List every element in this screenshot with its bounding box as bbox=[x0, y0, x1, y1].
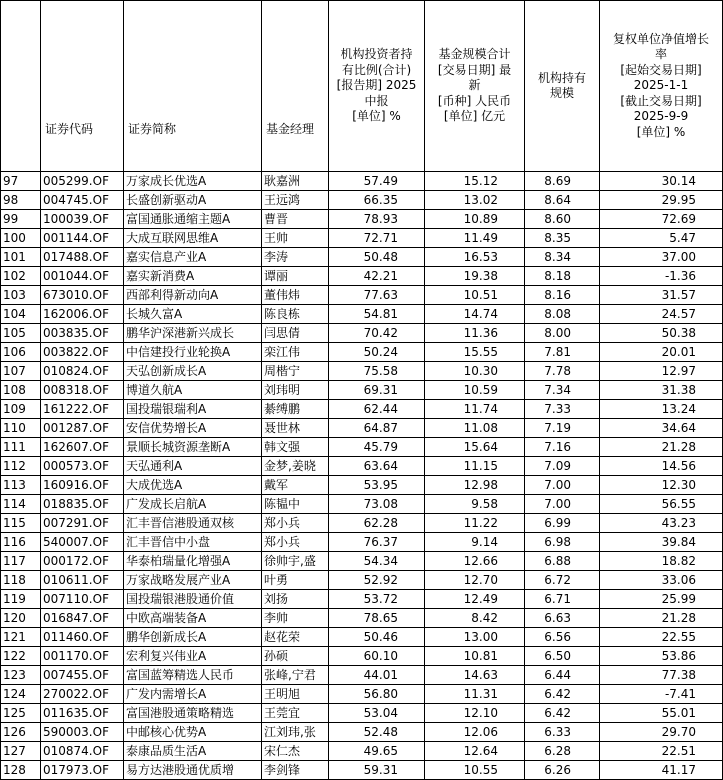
row-index: 105 bbox=[1, 324, 41, 343]
fund-size-value: 13.00 bbox=[425, 628, 525, 647]
fund-name: 博道久航A bbox=[124, 381, 262, 400]
header-code: 证券代码 bbox=[41, 1, 124, 172]
fund-code: 011635.OF bbox=[41, 704, 124, 723]
row-index: 102 bbox=[1, 267, 41, 286]
table-row bbox=[1, 590, 723, 609]
nav-growth-value: 14.56 bbox=[600, 457, 723, 476]
fund-code: 010824.OF bbox=[41, 362, 124, 381]
fund-code: 016847.OF bbox=[41, 609, 124, 628]
fund-code: 160916.OF bbox=[41, 476, 124, 495]
inst-hold-value: 6.72 bbox=[525, 571, 600, 590]
inst-hold-value: 6.71 bbox=[525, 590, 600, 609]
inst-ratio-value: 50.46 bbox=[329, 628, 425, 647]
table-row bbox=[1, 476, 723, 495]
inst-hold-value: 8.69 bbox=[525, 172, 600, 191]
inst-hold-value: 6.98 bbox=[525, 533, 600, 552]
table-row bbox=[1, 514, 723, 533]
inst-ratio-value: 53.72 bbox=[329, 590, 425, 609]
inst-ratio-value: 73.08 bbox=[329, 495, 425, 514]
fund-size-value: 12.98 bbox=[425, 476, 525, 495]
fund-manager: 王远鸿 bbox=[262, 191, 329, 210]
fund-manager: 周楷宁 bbox=[262, 362, 329, 381]
fund-code: 001287.OF bbox=[41, 419, 124, 438]
table-row bbox=[1, 191, 723, 210]
table-row bbox=[1, 229, 723, 248]
inst-hold-value: 7.81 bbox=[525, 343, 600, 362]
fund-name: 富国港股通策略精选 bbox=[124, 704, 262, 723]
fund-code: 007291.OF bbox=[41, 514, 124, 533]
inst-hold-value: 6.88 bbox=[525, 552, 600, 571]
inst-hold-value: 8.34 bbox=[525, 248, 600, 267]
fund-size-value: 16.53 bbox=[425, 248, 525, 267]
row-index: 100 bbox=[1, 229, 41, 248]
nav-growth-value: 31.38 bbox=[600, 381, 723, 400]
inst-hold-value: 6.56 bbox=[525, 628, 600, 647]
fund-manager: 耿嘉洲 bbox=[262, 172, 329, 191]
table-row bbox=[1, 210, 723, 229]
fund-code: 000573.OF bbox=[41, 457, 124, 476]
fund-code: 018835.OF bbox=[41, 495, 124, 514]
table-row bbox=[1, 324, 723, 343]
row-index: 98 bbox=[1, 191, 41, 210]
inst-ratio-value: 56.80 bbox=[329, 685, 425, 704]
inst-ratio-value: 72.71 bbox=[329, 229, 425, 248]
fund-size-value: 12.70 bbox=[425, 571, 525, 590]
fund-code: 004745.OF bbox=[41, 191, 124, 210]
nav-growth-value: 13.24 bbox=[600, 400, 723, 419]
table-row bbox=[1, 723, 723, 742]
fund-code: 008318.OF bbox=[41, 381, 124, 400]
fund-code: 100039.OF bbox=[41, 210, 124, 229]
header-manager: 基金经理 bbox=[262, 1, 329, 172]
fund-size-value: 14.74 bbox=[425, 305, 525, 324]
fund-manager: 孙硕 bbox=[262, 647, 329, 666]
inst-ratio-value: 54.34 bbox=[329, 552, 425, 571]
inst-ratio-value: 53.04 bbox=[329, 704, 425, 723]
fund-code: 162607.OF bbox=[41, 438, 124, 457]
table-row bbox=[1, 172, 723, 191]
fund-size-value: 15.12 bbox=[425, 172, 525, 191]
fund-manager: 聂世林 bbox=[262, 419, 329, 438]
fund-size-value: 10.51 bbox=[425, 286, 525, 305]
inst-hold-value: 8.00 bbox=[525, 324, 600, 343]
fund-name: 富国通胀通缩主题A bbox=[124, 210, 262, 229]
inst-ratio-value: 52.48 bbox=[329, 723, 425, 742]
header-inst-hold: 机构持有 规模 bbox=[525, 1, 600, 172]
fund-size-value: 11.22 bbox=[425, 514, 525, 533]
fund-manager: 赵花荣 bbox=[262, 628, 329, 647]
fund-manager: 王明旭 bbox=[262, 685, 329, 704]
inst-hold-value: 8.08 bbox=[525, 305, 600, 324]
nav-growth-value: 25.99 bbox=[600, 590, 723, 609]
fund-code: 010874.OF bbox=[41, 742, 124, 761]
inst-ratio-value: 60.10 bbox=[329, 647, 425, 666]
inst-ratio-value: 54.81 bbox=[329, 305, 425, 324]
inst-hold-value: 8.35 bbox=[525, 229, 600, 248]
table-row bbox=[1, 248, 723, 267]
fund-size-value: 10.81 bbox=[425, 647, 525, 666]
fund-code: 001170.OF bbox=[41, 647, 124, 666]
fund-code: 010611.OF bbox=[41, 571, 124, 590]
fund-size-value: 12.49 bbox=[425, 590, 525, 609]
fund-size-value: 15.64 bbox=[425, 438, 525, 457]
row-index: 101 bbox=[1, 248, 41, 267]
table-row bbox=[1, 609, 723, 628]
fund-size-value: 11.08 bbox=[425, 419, 525, 438]
inst-hold-value: 8.60 bbox=[525, 210, 600, 229]
inst-ratio-value: 76.37 bbox=[329, 533, 425, 552]
fund-code: 673010.OF bbox=[41, 286, 124, 305]
inst-hold-value: 7.78 bbox=[525, 362, 600, 381]
fund-name: 中邮核心优势A bbox=[124, 723, 262, 742]
nav-growth-value: 12.30 bbox=[600, 476, 723, 495]
nav-growth-value: 21.28 bbox=[600, 438, 723, 457]
inst-hold-value: 7.00 bbox=[525, 476, 600, 495]
fund-manager: 郑小兵 bbox=[262, 533, 329, 552]
fund-manager: 刘扬 bbox=[262, 590, 329, 609]
fund-name: 长盛创新驱动A bbox=[124, 191, 262, 210]
fund-manager: 李涛 bbox=[262, 248, 329, 267]
row-index: 97 bbox=[1, 172, 41, 191]
row-index: 115 bbox=[1, 514, 41, 533]
nav-growth-value: 18.82 bbox=[600, 552, 723, 571]
row-index: 114 bbox=[1, 495, 41, 514]
fund-name: 广发成长启航A bbox=[124, 495, 262, 514]
inst-ratio-value: 78.65 bbox=[329, 609, 425, 628]
inst-hold-value: 7.34 bbox=[525, 381, 600, 400]
fund-name: 嘉实新消费A bbox=[124, 267, 262, 286]
fund-code: 007110.OF bbox=[41, 590, 124, 609]
fund-size-value: 11.15 bbox=[425, 457, 525, 476]
header-inst-ratio: 机构投资者持 有比例(合计) [报告期] 2025 中报 [单位] % bbox=[329, 1, 425, 172]
header-fund-size: 基金规模合计 [交易日期] 最 新 [币种] 人民币 [单位] 亿元 bbox=[425, 1, 525, 172]
fund-name: 景顺长城资源垄断A bbox=[124, 438, 262, 457]
inst-ratio-value: 57.49 bbox=[329, 172, 425, 191]
fund-name: 国投瑞银港股通价值 bbox=[124, 590, 262, 609]
fund-size-value: 11.74 bbox=[425, 400, 525, 419]
table-row bbox=[1, 647, 723, 666]
nav-growth-value: 55.01 bbox=[600, 704, 723, 723]
table-row bbox=[1, 628, 723, 647]
row-index: 112 bbox=[1, 457, 41, 476]
nav-growth-value: 72.69 bbox=[600, 210, 723, 229]
inst-hold-value: 7.33 bbox=[525, 400, 600, 419]
table-row bbox=[1, 362, 723, 381]
header-nav-growth: 复权单位净值增长 率 [起始交易日期] 2025-1-1 [截止交易日期] 2025-9-9 [单位] % bbox=[600, 1, 723, 172]
inst-ratio-value: 70.42 bbox=[329, 324, 425, 343]
inst-hold-value: 7.16 bbox=[525, 438, 600, 457]
nav-growth-value: 33.06 bbox=[600, 571, 723, 590]
inst-ratio-value: 50.24 bbox=[329, 343, 425, 362]
inst-hold-value: 6.44 bbox=[525, 666, 600, 685]
fund-size-value: 10.55 bbox=[425, 761, 525, 780]
inst-hold-value: 8.16 bbox=[525, 286, 600, 305]
nav-growth-value: 21.28 bbox=[600, 609, 723, 628]
fund-name: 大成互联网思维A bbox=[124, 229, 262, 248]
fund-size-value: 19.38 bbox=[425, 267, 525, 286]
fund-size-value: 14.63 bbox=[425, 666, 525, 685]
header-row bbox=[1, 1, 723, 172]
row-index: 124 bbox=[1, 685, 41, 704]
nav-growth-value: 41.17 bbox=[600, 761, 723, 780]
nav-growth-value: 43.23 bbox=[600, 514, 723, 533]
fund-name: 汇丰晋信中小盘 bbox=[124, 533, 262, 552]
row-index: 120 bbox=[1, 609, 41, 628]
inst-hold-value: 7.09 bbox=[525, 457, 600, 476]
row-index: 99 bbox=[1, 210, 41, 229]
nav-growth-value: 56.55 bbox=[600, 495, 723, 514]
fund-code: 017488.OF bbox=[41, 248, 124, 267]
fund-name: 中信建投行业轮换A bbox=[124, 343, 262, 362]
fund-size-value: 11.49 bbox=[425, 229, 525, 248]
table-row bbox=[1, 685, 723, 704]
inst-ratio-value: 42.21 bbox=[329, 267, 425, 286]
fund-code: 011460.OF bbox=[41, 628, 124, 647]
table-row bbox=[1, 742, 723, 761]
fund-manager: 戴军 bbox=[262, 476, 329, 495]
fund-name: 嘉实信息产业A bbox=[124, 248, 262, 267]
fund-name: 汇丰晋信港股通双核 bbox=[124, 514, 262, 533]
fund-manager: 宋仁杰 bbox=[262, 742, 329, 761]
fund-code: 001044.OF bbox=[41, 267, 124, 286]
fund-size-value: 15.55 bbox=[425, 343, 525, 362]
table-row bbox=[1, 552, 723, 571]
nav-growth-value: 39.84 bbox=[600, 533, 723, 552]
fund-name: 华泰柏瑞量化增强A bbox=[124, 552, 262, 571]
table-row bbox=[1, 305, 723, 324]
fund-size-value: 11.36 bbox=[425, 324, 525, 343]
fund-name: 广发内需增长A bbox=[124, 685, 262, 704]
inst-hold-value: 7.00 bbox=[525, 495, 600, 514]
fund-manager: 谭丽 bbox=[262, 267, 329, 286]
row-index: 127 bbox=[1, 742, 41, 761]
fund-code: 001144.OF bbox=[41, 229, 124, 248]
fund-name: 国投瑞银瑞利A bbox=[124, 400, 262, 419]
fund-manager: 曹晋 bbox=[262, 210, 329, 229]
nav-growth-value: 53.86 bbox=[600, 647, 723, 666]
fund-code: 161222.OF bbox=[41, 400, 124, 419]
row-index: 119 bbox=[1, 590, 41, 609]
inst-ratio-value: 53.95 bbox=[329, 476, 425, 495]
inst-ratio-value: 77.63 bbox=[329, 286, 425, 305]
fund-name: 富国蓝筹精选人民币 bbox=[124, 666, 262, 685]
row-index: 126 bbox=[1, 723, 41, 742]
fund-manager: 栾江伟 bbox=[262, 343, 329, 362]
nav-growth-value: -1.36 bbox=[600, 267, 723, 286]
fund-name: 安信优势增长A bbox=[124, 419, 262, 438]
fund-size-value: 12.66 bbox=[425, 552, 525, 571]
fund-name: 天弘创新成长A bbox=[124, 362, 262, 381]
row-index: 116 bbox=[1, 533, 41, 552]
fund-code: 003835.OF bbox=[41, 324, 124, 343]
fund-manager: 金梦,姜晓 bbox=[262, 457, 329, 476]
fund-manager: 江刘玮,张 bbox=[262, 723, 329, 742]
fund-name: 中欧高端装备A bbox=[124, 609, 262, 628]
fund-name: 鹏华沪深港新兴成长 bbox=[124, 324, 262, 343]
nav-growth-value: 34.64 bbox=[600, 419, 723, 438]
fund-name: 天弘通利A bbox=[124, 457, 262, 476]
fund-size-value: 12.06 bbox=[425, 723, 525, 742]
row-index: 106 bbox=[1, 343, 41, 362]
inst-hold-value: 8.64 bbox=[525, 191, 600, 210]
table-row bbox=[1, 457, 723, 476]
fund-manager: 郑小兵 bbox=[262, 514, 329, 533]
table-row bbox=[1, 761, 723, 780]
inst-hold-value: 6.26 bbox=[525, 761, 600, 780]
fund-size-value: 8.42 bbox=[425, 609, 525, 628]
inst-ratio-value: 52.92 bbox=[329, 571, 425, 590]
fund-name: 万家成长优选A bbox=[124, 172, 262, 191]
row-index: 125 bbox=[1, 704, 41, 723]
row-index: 128 bbox=[1, 761, 41, 780]
nav-growth-value: -7.41 bbox=[600, 685, 723, 704]
inst-ratio-value: 62.28 bbox=[329, 514, 425, 533]
row-index: 123 bbox=[1, 666, 41, 685]
inst-ratio-value: 75.58 bbox=[329, 362, 425, 381]
row-index: 111 bbox=[1, 438, 41, 457]
fund-name: 长城久富A bbox=[124, 305, 262, 324]
inst-ratio-value: 44.01 bbox=[329, 666, 425, 685]
fund-size-value: 12.10 bbox=[425, 704, 525, 723]
fund-manager: 叶勇 bbox=[262, 571, 329, 590]
fund-size-value: 9.14 bbox=[425, 533, 525, 552]
row-index: 108 bbox=[1, 381, 41, 400]
fund-manager: 李剑锋 bbox=[262, 761, 329, 780]
inst-ratio-value: 78.93 bbox=[329, 210, 425, 229]
fund-manager: 李帅 bbox=[262, 609, 329, 628]
fund-size-value: 11.31 bbox=[425, 685, 525, 704]
nav-growth-value: 30.14 bbox=[600, 172, 723, 191]
table-row bbox=[1, 381, 723, 400]
inst-ratio-value: 59.31 bbox=[329, 761, 425, 780]
inst-hold-value: 6.33 bbox=[525, 723, 600, 742]
fund-name: 泰康品质生活A bbox=[124, 742, 262, 761]
inst-hold-value: 7.19 bbox=[525, 419, 600, 438]
nav-growth-value: 22.51 bbox=[600, 742, 723, 761]
inst-hold-value: 8.18 bbox=[525, 267, 600, 286]
inst-hold-value: 6.99 bbox=[525, 514, 600, 533]
fund-manager: 王莞宜 bbox=[262, 704, 329, 723]
fund-name: 鹏华创新成长A bbox=[124, 628, 262, 647]
fund-manager: 闫思倩 bbox=[262, 324, 329, 343]
nav-growth-value: 5.47 bbox=[600, 229, 723, 248]
row-index: 118 bbox=[1, 571, 41, 590]
fund-code: 000172.OF bbox=[41, 552, 124, 571]
table-row bbox=[1, 400, 723, 419]
inst-ratio-value: 62.44 bbox=[329, 400, 425, 419]
row-index: 117 bbox=[1, 552, 41, 571]
inst-hold-value: 6.42 bbox=[525, 704, 600, 723]
nav-growth-value: 50.38 bbox=[600, 324, 723, 343]
fund-code: 162006.OF bbox=[41, 305, 124, 324]
fund-name: 万家战略发展产业A bbox=[124, 571, 262, 590]
fund-name: 大成优选A bbox=[124, 476, 262, 495]
fund-code: 017973.OF bbox=[41, 761, 124, 780]
table-row bbox=[1, 343, 723, 362]
table-row bbox=[1, 704, 723, 723]
fund-manager: 陈韫中 bbox=[262, 495, 329, 514]
fund-name: 宏利复兴伟业A bbox=[124, 647, 262, 666]
nav-growth-value: 31.57 bbox=[600, 286, 723, 305]
fund-manager: 綦缚鹏 bbox=[262, 400, 329, 419]
row-index: 121 bbox=[1, 628, 41, 647]
fund-size-value: 10.89 bbox=[425, 210, 525, 229]
row-index: 107 bbox=[1, 362, 41, 381]
nav-growth-value: 29.95 bbox=[600, 191, 723, 210]
row-index: 110 bbox=[1, 419, 41, 438]
fund-code: 270022.OF bbox=[41, 685, 124, 704]
fund-manager: 刘玮明 bbox=[262, 381, 329, 400]
table-row bbox=[1, 438, 723, 457]
table-row bbox=[1, 267, 723, 286]
inst-ratio-value: 69.31 bbox=[329, 381, 425, 400]
table-row bbox=[1, 533, 723, 552]
nav-growth-value: 12.97 bbox=[600, 362, 723, 381]
table-row bbox=[1, 571, 723, 590]
nav-growth-value: 77.38 bbox=[600, 666, 723, 685]
inst-ratio-value: 66.35 bbox=[329, 191, 425, 210]
table-row bbox=[1, 286, 723, 305]
table-row bbox=[1, 495, 723, 514]
fund-size-value: 9.58 bbox=[425, 495, 525, 514]
nav-growth-value: 37.00 bbox=[600, 248, 723, 267]
fund-code: 003822.OF bbox=[41, 343, 124, 362]
fund-manager: 韩文强 bbox=[262, 438, 329, 457]
inst-hold-value: 6.28 bbox=[525, 742, 600, 761]
row-index: 109 bbox=[1, 400, 41, 419]
fund-manager: 张峰,宁君 bbox=[262, 666, 329, 685]
table-row bbox=[1, 666, 723, 685]
nav-growth-value: 22.55 bbox=[600, 628, 723, 647]
fund-size-value: 13.02 bbox=[425, 191, 525, 210]
inst-hold-value: 6.63 bbox=[525, 609, 600, 628]
table-body bbox=[1, 172, 723, 780]
row-index: 104 bbox=[1, 305, 41, 324]
fund-manager: 徐帅宇,盛 bbox=[262, 552, 329, 571]
nav-growth-value: 29.70 bbox=[600, 723, 723, 742]
fund-size-value: 10.30 bbox=[425, 362, 525, 381]
fund-name: 易方达港股通优质增 bbox=[124, 761, 262, 780]
nav-growth-value: 20.01 bbox=[600, 343, 723, 362]
inst-ratio-value: 64.87 bbox=[329, 419, 425, 438]
table-row bbox=[1, 419, 723, 438]
fund-code: 007455.OF bbox=[41, 666, 124, 685]
header-index bbox=[1, 1, 41, 172]
fund-code: 590003.OF bbox=[41, 723, 124, 742]
inst-ratio-value: 63.64 bbox=[329, 457, 425, 476]
inst-ratio-value: 45.79 bbox=[329, 438, 425, 457]
row-index: 122 bbox=[1, 647, 41, 666]
row-index: 113 bbox=[1, 476, 41, 495]
row-index: 103 bbox=[1, 286, 41, 305]
fund-size-value: 10.59 bbox=[425, 381, 525, 400]
fund-manager: 陈良栋 bbox=[262, 305, 329, 324]
fund-name: 西部利得新动向A bbox=[124, 286, 262, 305]
header-name: 证券简称 bbox=[124, 1, 262, 172]
fund-manager: 董伟炜 bbox=[262, 286, 329, 305]
inst-hold-value: 6.42 bbox=[525, 685, 600, 704]
nav-growth-value: 24.57 bbox=[600, 305, 723, 324]
fund-code: 540007.OF bbox=[41, 533, 124, 552]
inst-ratio-value: 50.48 bbox=[329, 248, 425, 267]
fund-code: 005299.OF bbox=[41, 172, 124, 191]
fund-manager: 王帅 bbox=[262, 229, 329, 248]
fund-size-value: 12.64 bbox=[425, 742, 525, 761]
inst-ratio-value: 49.65 bbox=[329, 742, 425, 761]
inst-hold-value: 6.50 bbox=[525, 647, 600, 666]
